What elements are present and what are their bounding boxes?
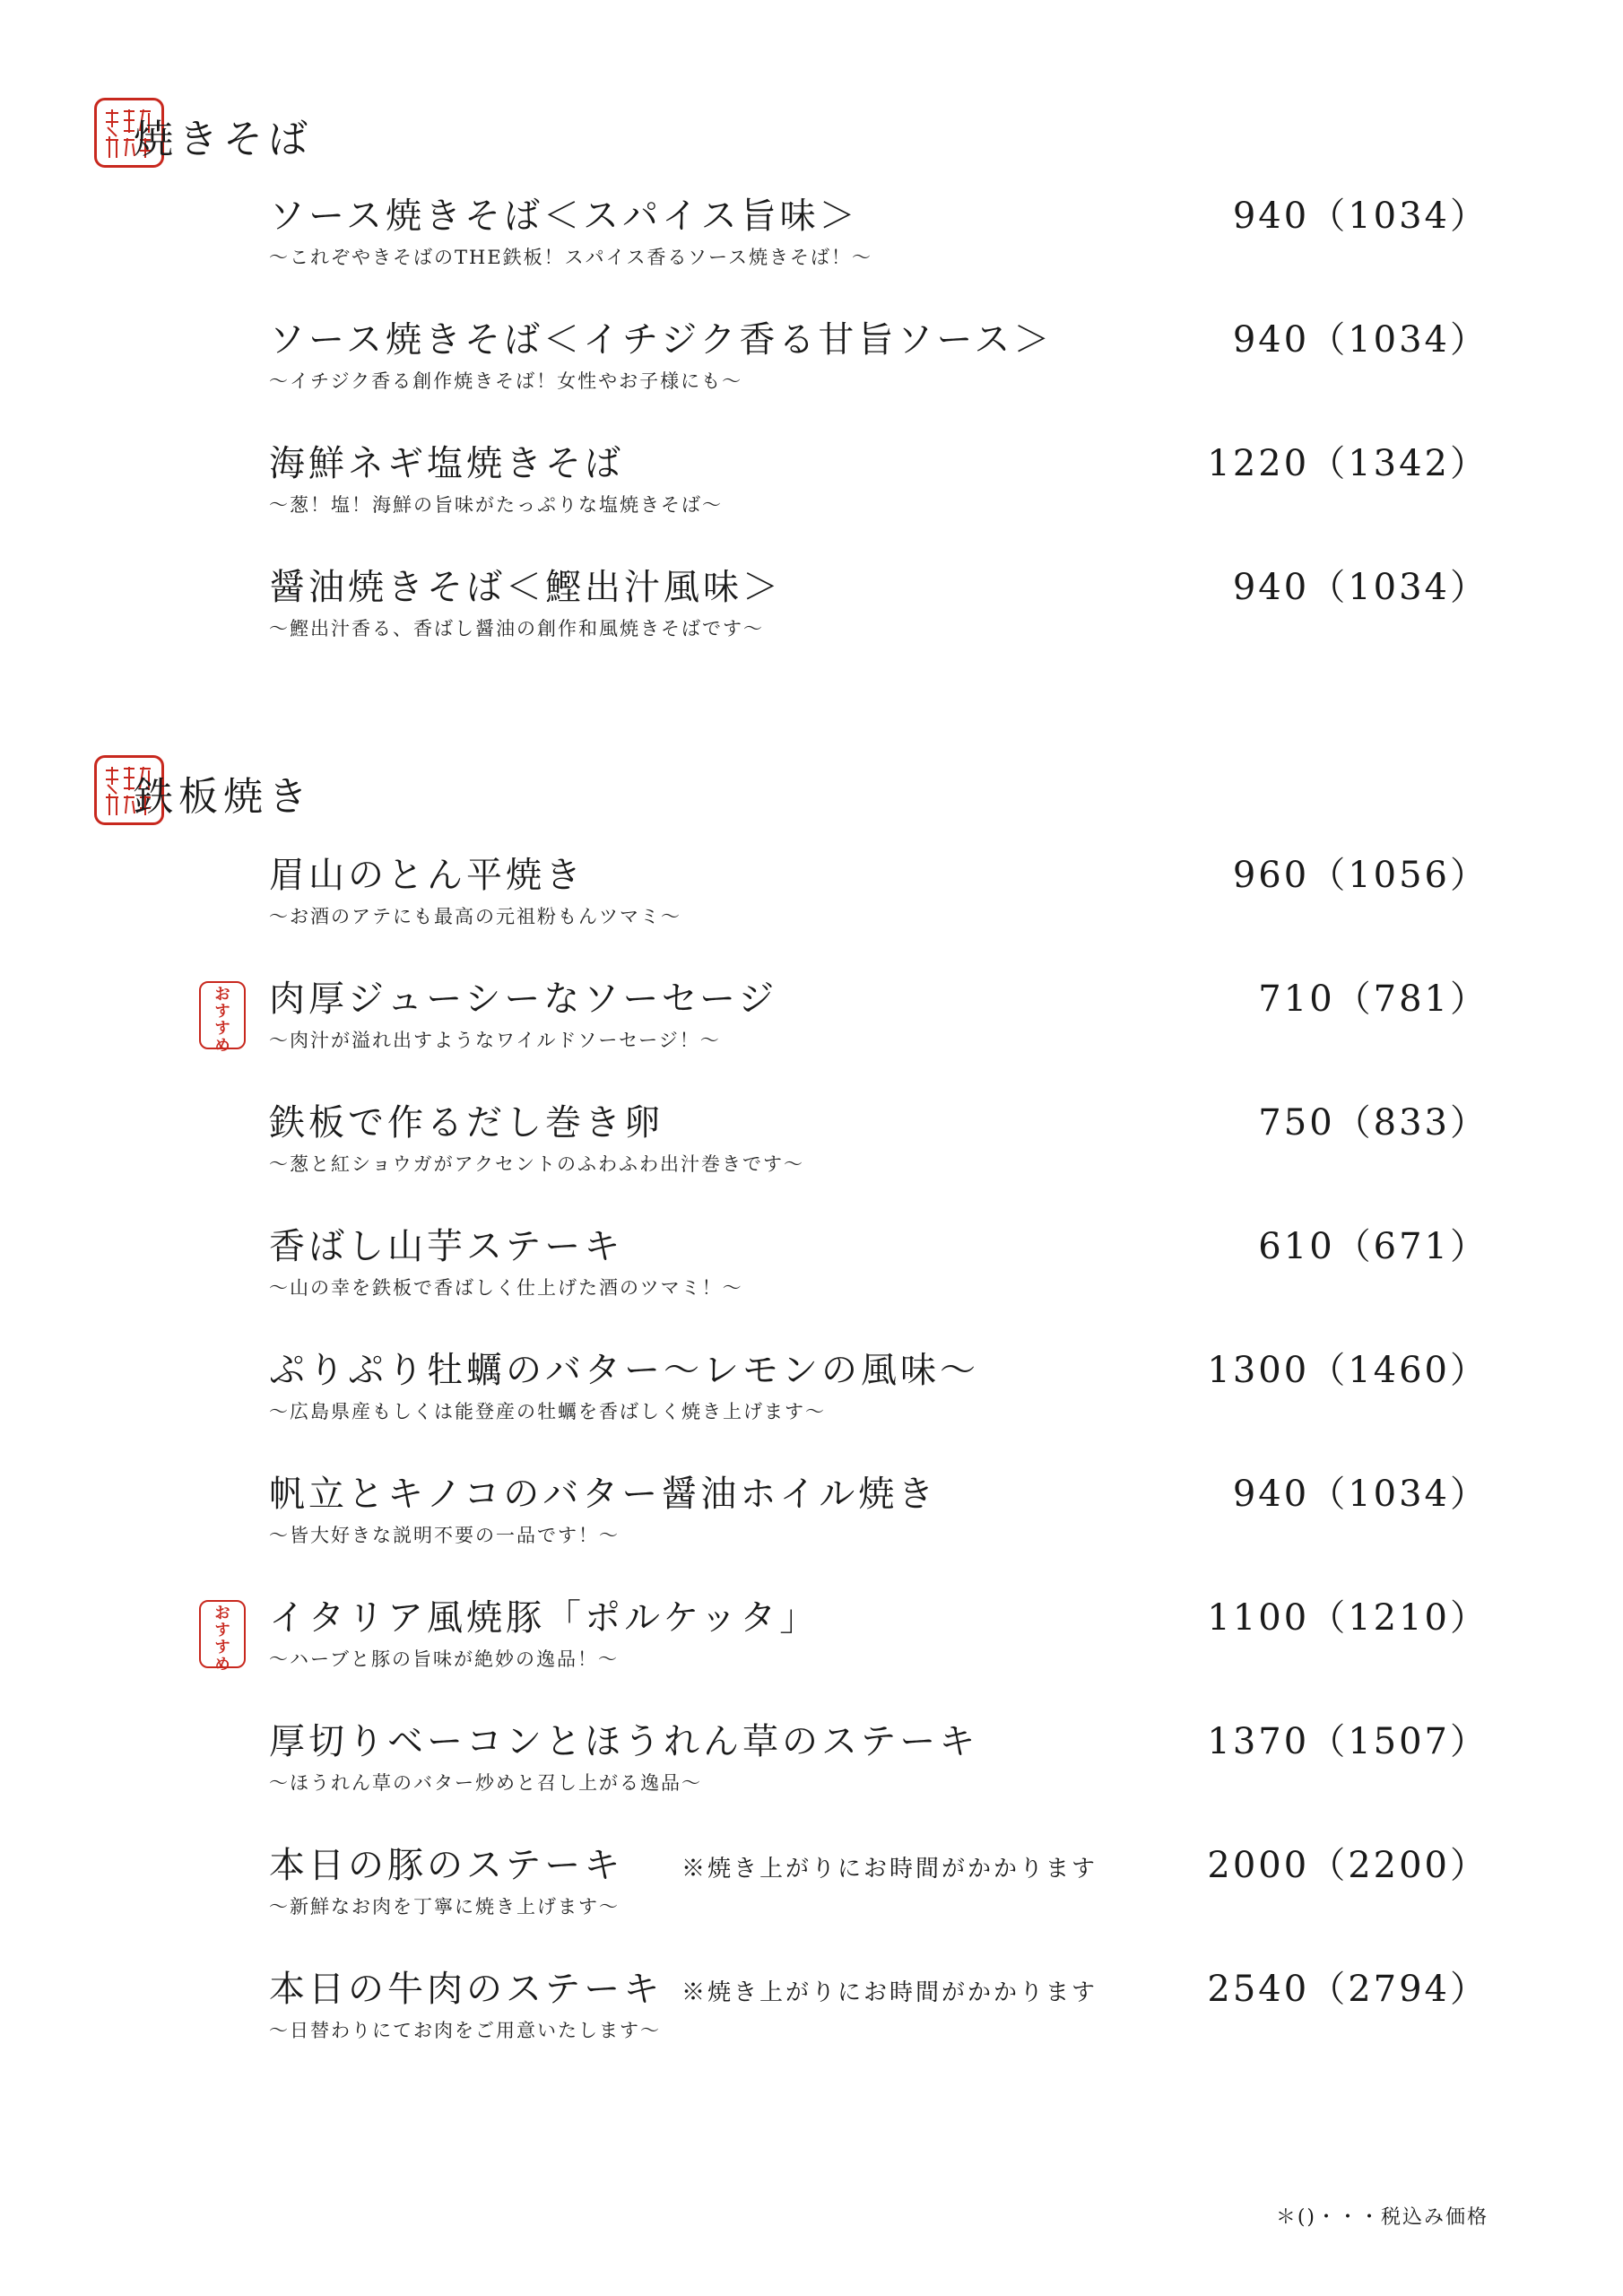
item-price: 610（671） xyxy=(1258,1226,1488,1267)
section-title: 鉄板焼き xyxy=(134,774,313,820)
recommended-badge: お す す め xyxy=(199,1600,246,1668)
item-description: ～皆大好きな説明不要の一品です！～ xyxy=(269,1525,620,1546)
item-name: 帆立とキノコのバター醤油ホイル焼き xyxy=(269,1474,938,1515)
item-name: 肉厚ジューシーなソーセージ xyxy=(269,978,778,1020)
item-price: 2540（2794） xyxy=(1207,1969,1488,2010)
section-header-yakisoba xyxy=(94,94,542,175)
item-description: ～お酒のアテにも最高の元祖粉もんツマミ～ xyxy=(269,906,681,927)
menu-item xyxy=(269,564,1488,672)
menu-item xyxy=(269,193,1488,300)
item-price: 750（833） xyxy=(1258,1102,1488,1144)
item-name: 本日の牛肉のステーキ xyxy=(269,1969,664,2010)
menu-item xyxy=(269,1718,1488,1826)
item-name: 香ばし山芋ステーキ xyxy=(269,1226,624,1267)
item-price: 940（1034） xyxy=(1232,196,1488,237)
menu-item xyxy=(269,440,1488,548)
menu-item xyxy=(269,852,1488,960)
item-name: 醤油焼きそば＜鰹出汁風味＞ xyxy=(269,567,782,608)
menu-item xyxy=(269,1100,1488,1207)
item-description: ～ハーブと豚の旨味が絶妙の逸品！～ xyxy=(269,1648,619,1670)
item-price: 1370（1507） xyxy=(1207,1721,1488,1762)
item-description: ～これぞやきそばのTHE鉄板！スパイス香るソース焼きそば！～ xyxy=(269,247,872,268)
item-price: 940（1034） xyxy=(1232,567,1488,608)
item-note: ※焼き上がりにお時間がかかります xyxy=(681,1979,1098,2006)
item-description: ～肉汁が溢れ出すようなワイルドソーセージ！～ xyxy=(269,1030,721,1051)
item-name: イタリア風焼豚「ポルケッタ」 xyxy=(269,1597,820,1639)
item-price: 1100（1210） xyxy=(1207,1597,1488,1639)
item-name: 鉄板で作るだし巻き卵 xyxy=(269,1102,664,1144)
tax-note: ＊()・・・税込み価格 xyxy=(1275,2206,1488,2229)
menu-item xyxy=(269,1347,1488,1455)
item-price: 1220（1342） xyxy=(1207,443,1488,484)
item-description: ～葱！塩！海鮮の旨味がたっぷりな塩焼きそば～ xyxy=(269,494,723,516)
item-description: ～新鮮なお肉を丁寧に焼き上げます～ xyxy=(269,1896,620,1918)
item-name: 本日の豚のステーキ xyxy=(269,1845,624,1886)
item-price: 940（1034） xyxy=(1232,1474,1488,1515)
section-header-teppanyaki xyxy=(94,752,542,832)
item-description: ～山の幸を鉄板で香ばしく仕上げた酒のツマミ！～ xyxy=(269,1277,743,1299)
item-description: ～葱と紅ショウガがアクセントのふわふわ出汁巻きです～ xyxy=(269,1153,804,1175)
item-price: 710（781） xyxy=(1258,978,1488,1020)
item-name: ぷりぷり牡蠣のバター～レモンの風味～ xyxy=(269,1350,979,1391)
item-description: ～ほうれん草のバター炒めと召し上がる逸品～ xyxy=(269,1772,702,1794)
menu-item xyxy=(269,317,1488,424)
menu-item xyxy=(269,1223,1488,1331)
menu-item xyxy=(269,1471,1488,1578)
menu-item xyxy=(214,976,1488,1083)
item-description: ～鰹出汁香る、香ばし醤油の創作和風焼きそばです～ xyxy=(269,618,764,639)
menu-item xyxy=(214,1595,1488,1702)
item-description: ～広島県産もしくは能登産の牡蠣を香ばしく焼き上げます～ xyxy=(269,1401,826,1422)
item-price: 2000（2200） xyxy=(1207,1845,1488,1886)
item-name: ソース焼きそば＜イチジク香る甘旨ソース＞ xyxy=(269,319,1054,361)
item-price: 960（1056） xyxy=(1232,855,1488,896)
item-name: 眉山のとん平焼き xyxy=(269,855,585,896)
item-price: 1300（1460） xyxy=(1207,1350,1488,1391)
item-note: ※焼き上がりにお時間がかかります xyxy=(681,1856,1098,1883)
section-title: 焼きそば xyxy=(134,117,313,162)
recommended-badge: お す す め xyxy=(199,981,246,1049)
menu-item xyxy=(269,1966,1488,2074)
item-price: 940（1034） xyxy=(1232,319,1488,361)
item-description: ～イチジク香る創作焼きそば！女性やお子様にも～ xyxy=(269,370,743,392)
menu-item xyxy=(269,1842,1488,1950)
item-name: 厚切りベーコンとほうれん草のステーキ xyxy=(269,1721,979,1762)
item-name: 海鮮ネギ塩焼きそば xyxy=(269,443,624,484)
item-description: ～日替わりにてお肉をご用意いたします～ xyxy=(269,2020,661,2041)
item-name: ソース焼きそば＜スパイス旨味＞ xyxy=(269,196,859,237)
